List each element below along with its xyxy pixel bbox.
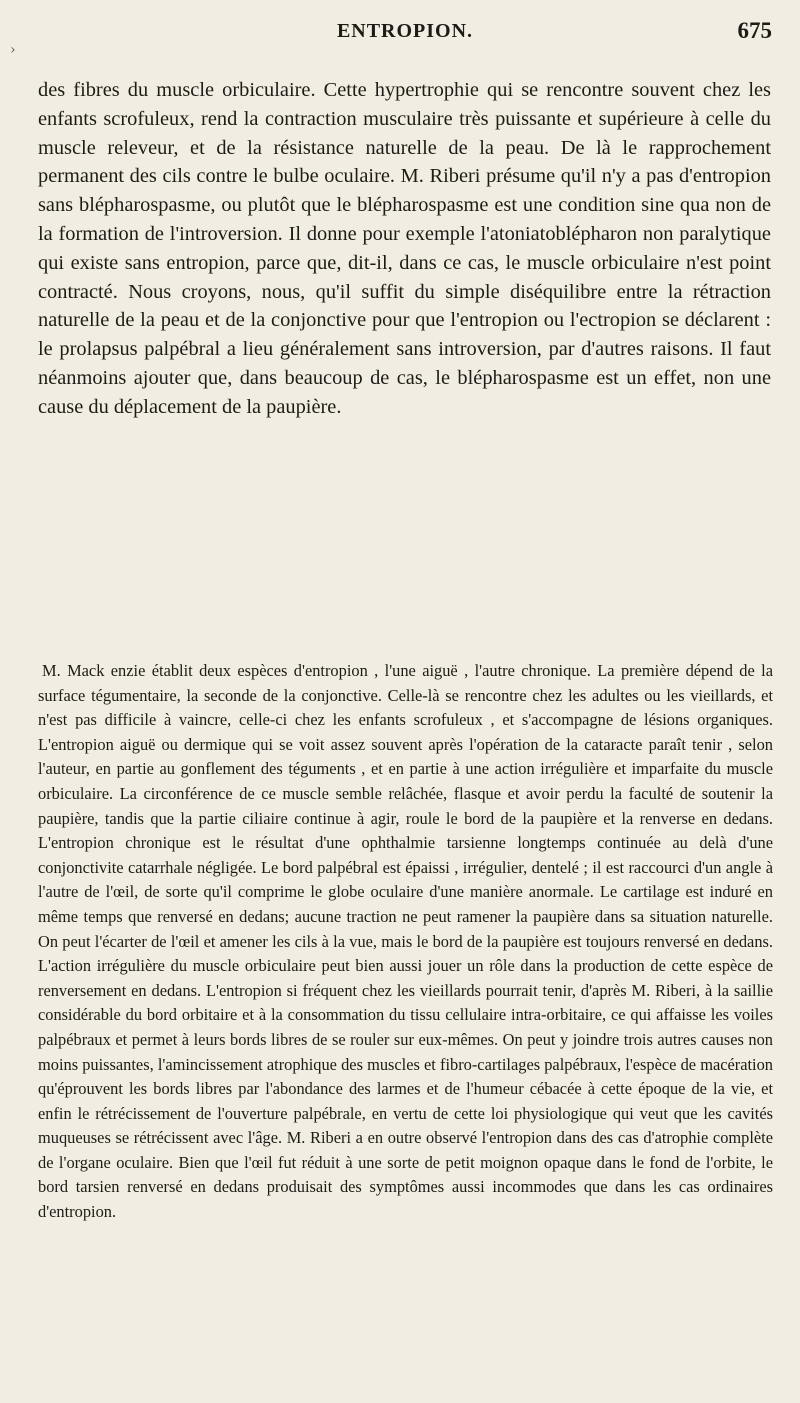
running-head: ENTROPION. <box>336 20 474 42</box>
margin-mark: › <box>10 42 16 58</box>
page-header <box>38 14 772 54</box>
main-paragraph: des fibres du muscle orbiculaire. Cette hypertrophie qui se rencontre souvent chez les enfants scrofuleux, rend la contraction musculaire très puissante et supérieure à celle du muscle releveur, et de la résistance naturelle de la peau. De là le rapprochement permanent des cils contre le bulbe oculaire. M. Riberi présume qu'il n'y a pas d'entropion sans blépharospasme, ou plutôt que le blépharospasme est une condition sine qua non de la formation de l'introversion. Il donne pour exemple l'atoniatoblépharon non paralytique qui existe sans entropion, parce que, dit-il, dans ce cas, le muscle orbiculaire n'est point contracté. Nous croyons, nous, qu'il suffit du simple diséquilibre entre la rétraction naturelle de la peau et de la conjonctive pour que l'entropion ou l'ectropion se déclarent : le prolapsus palpébral a lieu généralement sans introversion, par d'autres raisons. Il faut néanmoins ajouter que, dans beaucoup de cas, le blépharospasme est un effet, non une cause du déplacement de la paupière. <box>38 79 771 418</box>
page-number: 675 <box>737 18 772 43</box>
note-paragraph: M. Mack enzie établit deux espèces d'entropion , l'une aiguë , l'autre chronique. La première dépend de la surface tégumentaire, la seconde de la conjonctive. Celle-là se rencontre chez les adultes ou les vieillards, et n'est pas difficile à vaincre, celle-ci chez les enfants scrofuleux , et s'accompagne de lésions organiques. L'entropion aiguë ou dermique qui se voit assez souvent après l'opération de la cataracte paraît tenir , selon l'auteur, en partie au gonflement des téguments , et en partie à une action irrégulière et imparfaite du muscle orbiculaire. La circonférence de ce muscle semble relâchée, flasque et avoir perdu la faculté de soutenir la paupière, tandis que la partie ciliaire continue à agir, roule le bord de la paupière et la renverse en dedans. L'entropion chronique est le résultat d'une ophthalmie tarsienne longtemps continuée au delà d'une conjonctivite catarrhale négligée. Le bord palpébral est épaissi , irrégulier, dentelé ; il est raccourci d'un angle à l'autre de l'œil, de sorte qu'il comprime le globe oculaire d'une manière anormale. Le cartilage est induré en même temps que renversé en dedans; aucune traction ne peut ramener la paupière dans sa situation naturelle. On peut l'écarter de l'œil et amener les cils à la vue, mais le bord de la paupière est toujours renversé en dedans. L'action irrégulière du muscle orbiculaire peut bien aussi jouer un rôle dans la production de cette espèce de renversement en dedans. L'entropion si fréquent chez les vieillards pourrait tenir, d'après M. Riberi, à la saillie considérable du bord orbitaire et à la consommation du tissu cellulaire intra-orbitaire, ce qui affaisse les voiles palpébraux et permet à leurs bords libres de se rouler sur eux-mêmes. On peut y joindre trois autres causes non moins puissantes, l'amincissement atrophique des muscles et fibro-cartilages palpébraux, l'espèce de macération qu'éprouvent les bords libres par l'abondance des larmes et de l'humeur cébacée à cette époque de la vie, et enfin le rétrécissement de l'ouverture palpébrale, en vertu de cette loi physiologique qui veut que les cavités muqueuses se rétrécissent avec l'âge. M. Riberi a en outre observé l'entropion dans des cas d'atrophie complète de l'organe oculaire. Bien que l'œil fut réduit à une sorte de petit moignon opaque dans le fond de l'orbite, le bord tarsien renversé en dedans produisait des symptômes aussi incommodes que dans les cas ordinaires d'entropion. <box>38 661 773 1222</box>
